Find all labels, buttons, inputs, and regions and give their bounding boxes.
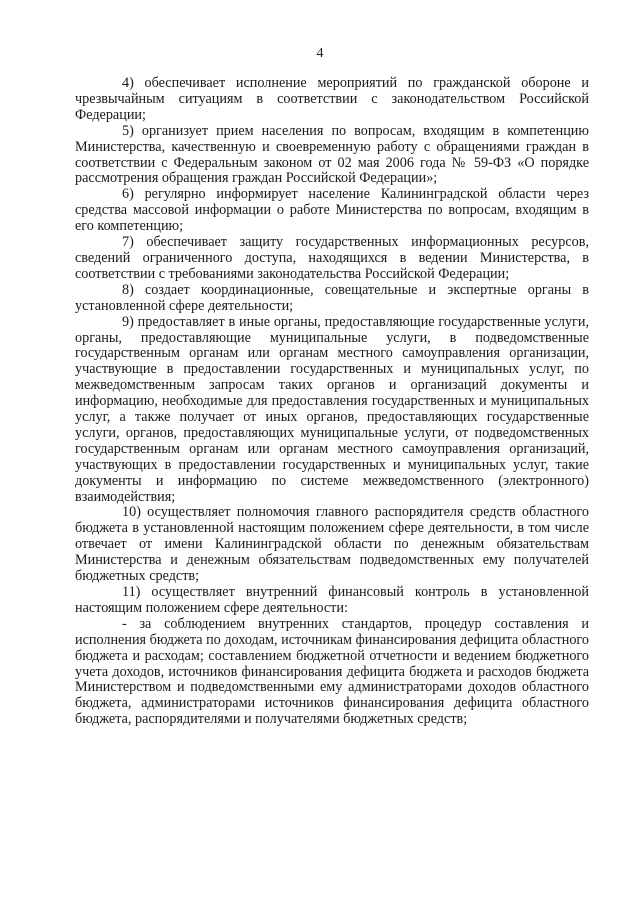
- page-number: 4: [316, 46, 324, 61]
- paragraph-item-7: 7) обеспечивает защиту государственных информационных ресурсов, сведений ограниченного доступа, находящихся в ведении Министерства, в соответствии с требованиями законодательства Российской Федерации;: [75, 234, 589, 282]
- paragraph-item-4: 4) обеспечивает исполнение мероприятий по гражданской обороне и чрезвычайным ситуациям в соответствии с законодательством Российской Федерации;: [75, 75, 589, 123]
- paragraph-item-6: 6) регулярно информирует население Калининградской области через средства массовой информации о работе Министерства по вопросам, входящим в его компетенцию;: [75, 186, 589, 235]
- paragraph-item-9: 9) предоставляет в иные органы, предоставляющие государственные услуги, органы, предоставляющие муниципальные услуги, в подведомственные государственным органам или органам местного самоуправления организации, участвующие в предоставлении государственных и муниципальных услуг, по межведомственным запросам таких органов и организаций документы и информацию, необходимые для предоставления государственных и муниципальных услуг, а также получает от иных органов, предоставляющих государственные услуги, органов, предоставляющих муниципальные услуги, от подведомственных государственным органам или органам местного самоуправления организаций, участвующих в предоставлении государственных и муниципальных услуг, такие документы и информацию по системе межведомственного (электронного) взаимодействия;: [75, 313, 589, 505]
- paragraph-item-8: 8) создает координационные, совещательные и экспертные органы в установленной сфере деятельности;: [75, 281, 589, 314]
- paragraph-subitem-internal-control: - за соблюдением внутренних стандартов, процедур составления и исполнения бюджета по доходам, источникам финансирования дефицита областного бюджета и расходам; составлением бюджетной отчетности и ведением бюджетного учета доходов, источников финансирования дефицита бюджета и расходов бюджета Министерством и подведомственными ему администраторами доходов областного бюджета, администраторами источников финансирования дефицита областного бюджета, распорядителями и получателями бюджетных средств;: [75, 615, 589, 728]
- paragraph-item-5: 5) организует прием населения по вопросам, входящим в компетенцию Министерства, качественную и своевременную работу с обращениями граждан в соответствии с Федеральным законом от 02 мая 2006 года № 59-ФЗ «О порядке рассмотрения обращения граждан Российской Федерации»;: [75, 122, 589, 187]
- paragraph-item-10: 10) осуществляет полномочия главного распорядителя средств областного бюджета в установленной настоящим положением сфере деятельности, в том числе отвечает от имени Калининградской области по денежным обязательствам Министерства и денежным обязательствам подведомственных ему получателей бюджетных средств;: [75, 504, 589, 585]
- document-body: [75, 76, 589, 728]
- paragraph-item-11: 11) осуществляет внутренний финансовый контроль в установленной настоящим положением сфере деятельности:: [75, 584, 589, 616]
